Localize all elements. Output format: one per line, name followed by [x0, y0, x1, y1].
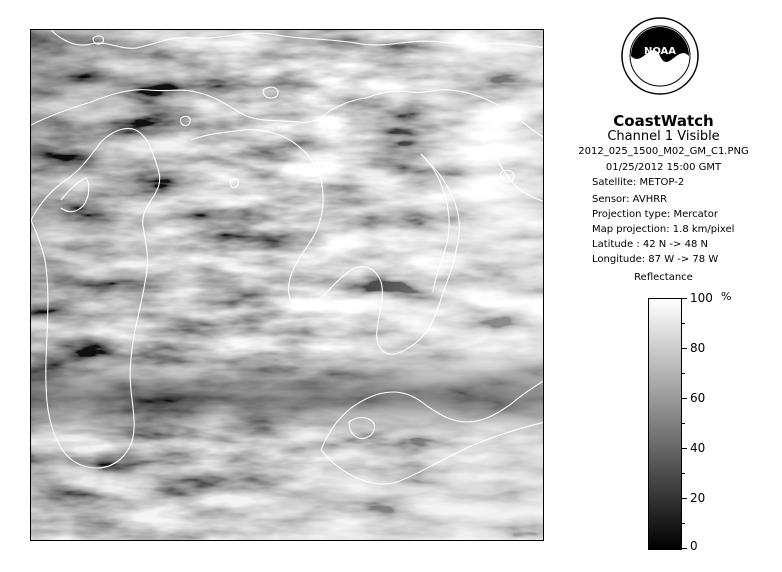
- tick-label-100: 100: [690, 291, 713, 305]
- tick-label-20: 20: [690, 491, 706, 505]
- noaa-logo-text: NOAA: [643, 46, 677, 57]
- projection-type-label: Projection type: Mercator: [592, 209, 718, 220]
- tick-mark-80: [682, 348, 687, 349]
- longitude-range-label: Longitude: 87 W -> 78 W: [592, 254, 719, 265]
- map-projection-label: Map projection: 1.8 km/pixel: [592, 224, 735, 235]
- satellite-label: Satellite: METOP-2: [592, 177, 685, 188]
- satellite-image-panel: [30, 29, 544, 541]
- product-title: CoastWatch: [613, 112, 714, 130]
- cloud-band-overlay: [31, 30, 544, 541]
- legend-title: Reflectance: [634, 272, 693, 283]
- tick-minor: [682, 323, 685, 324]
- tick-label-80: 80: [690, 341, 706, 355]
- tick-label-0: 0: [690, 539, 698, 553]
- tick-mark-20: [682, 498, 687, 499]
- tick-minor: [682, 423, 685, 424]
- tick-minor: [682, 373, 685, 374]
- file-name: 2012_025_1500_M02_GM_C1.PNG: [578, 146, 749, 157]
- tick-minor: [682, 473, 685, 474]
- latitude-range-label: Latitude : 42 N -> 48 N: [592, 239, 708, 250]
- noaa-logo: [620, 16, 700, 96]
- channel-label: Channel 1 Visible: [607, 129, 720, 144]
- acquisition-datetime: 01/25/2012 15:00 GMT: [605, 162, 722, 173]
- tick-label-40: 40: [690, 441, 706, 455]
- colorbar-ticks: [682, 291, 742, 553]
- tick-mark-0: [682, 548, 687, 549]
- tick-mark-40: [682, 448, 687, 449]
- tick-mark-60: [682, 398, 687, 399]
- tick-minor: [682, 523, 685, 524]
- sensor-label: Sensor: AVHRR: [592, 194, 668, 205]
- satellite-image: [31, 30, 544, 541]
- tick-mark-100: [682, 298, 687, 299]
- reflectance-colorbar: [648, 298, 682, 550]
- legend-unit: %: [721, 290, 732, 303]
- tick-label-60: 60: [690, 391, 706, 405]
